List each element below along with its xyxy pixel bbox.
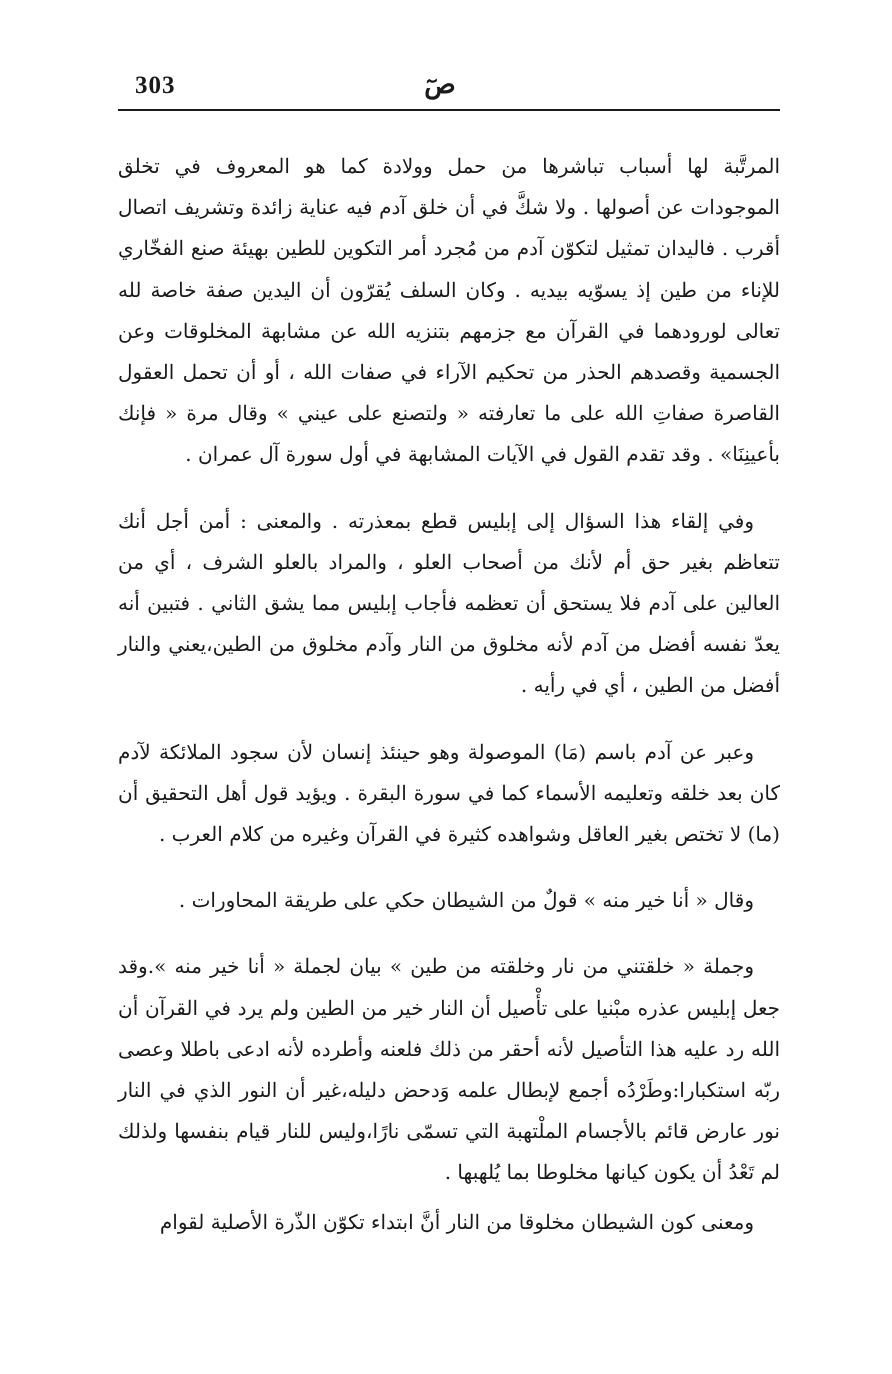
paragraph-gap: [118, 476, 780, 501]
header-rule: [118, 109, 780, 111]
paragraph-iblis-question: وفي إلقاء هذا السؤال إلى إبليس قطع بمعذرته . والمعنى : أمن أجل أنك تتعاظم بغير حق أم لأنك من أصحاب العلو ، والمراد بالعلو الشرف ، أي من العالين على آدم فلا يستحق أن تعظمه فأجاب إبليس مما يشق الثاني . فتبين أنه يعدّ نفسه أفضل من آدم لأنه مخلوق من النار وآدم مخلوق من الطين،يعني والنار أفضل من الطين ، أي في رأيه .: [118, 508, 781, 698]
paragraph-gap: [118, 921, 780, 946]
paragraph-ma-usage: وعبر عن آدم باسم (مَا) الموصولة وهو حينئذ إنسان لأن سجود الملائكة لآدم كان بعد خلقه وتعليمه الأسماء كما في سورة البقرة . ويؤيد قول أهل التحقيق أن (ما) لا تختص بغير العاقل وشواهده كثيرة في القرآن وغيره من كلام العرب .: [118, 739, 780, 847]
paragraph-gap: [118, 1194, 780, 1202]
paragraph-ana-khayr: وقال « أنا خير منه » قولٌ من الشيطان حكي على طريقة المحاورات .: [178, 888, 754, 913]
page-body: [118, 146, 780, 1243]
paragraph-gap: [118, 855, 780, 880]
page-number: 303: [135, 72, 176, 99]
running-head-surah: صٓ: [424, 70, 456, 100]
paragraph-fire-clay: وجملة « خلقتني من نار وخلقته من طين » بيان لجملة « أنا خير منه ».وقد جعل إبليس عذره مبْنيا على تأْصيل أن النار خير من الطين ولم يرد في القرآن أن الله رد عليه هذا التأصيل لأنه أحقر من ذلك فلعنه وأطرده لأنه ادعى باطلا وعصى ربّه استكبارا:وطَرْدُه أجمع لإبطال علمه وَدحض دليله،غير أن النور الذي في النار نور عارض قائم بالأجسام الملْتهبة التي تسمّى نارًا،وليس للنار قيام بنفسها ولذلك لم تَعْدُ أن يكون كيانها مخلوطا بما يُلهبها .: [118, 954, 780, 1185]
paragraph-shaytan-fire: ومعنى كون الشيطان مخلوقا من النار أنَّ ابتداء تكوّن الذّرة الأصلية لقوام: [159, 1209, 754, 1234]
paragraph-continuation: المرتَّبة لها أسباب تباشرها من حمل وولادة كما هو المعروف في تخلق الموجودات عن أصولها . ولا شكَّ في أن خلق آدم فيه عناية زائدة وتشريف اتصال أقرب . فاليدان تمثيل لتكوّن آدم من مُجرد أمر التكوين للطين بهيئة صنع الفخّاري للإناء من طين إذ يسوّيه بيديه . وكان السلف يُقرّون أن اليدين صفة خاصة لله تعالى لورودهما في القرآن مع جزمهم بتنزيه الله عن مشابهة المخلوقات وعن الجسمية وقصدهم الحذر من تحكيم الآراء في صفات الله ، أو أن تحمل العقول القاصرة صفاتِ الله على ما تعارفته « ولتصنع على عيني » وقال مرة « فإنك بأعينِنَا» . وقد تقدم القول في الآيات المشابهة في أول سورة آل عمران .: [118, 154, 780, 467]
paragraph-gap: [118, 707, 780, 732]
